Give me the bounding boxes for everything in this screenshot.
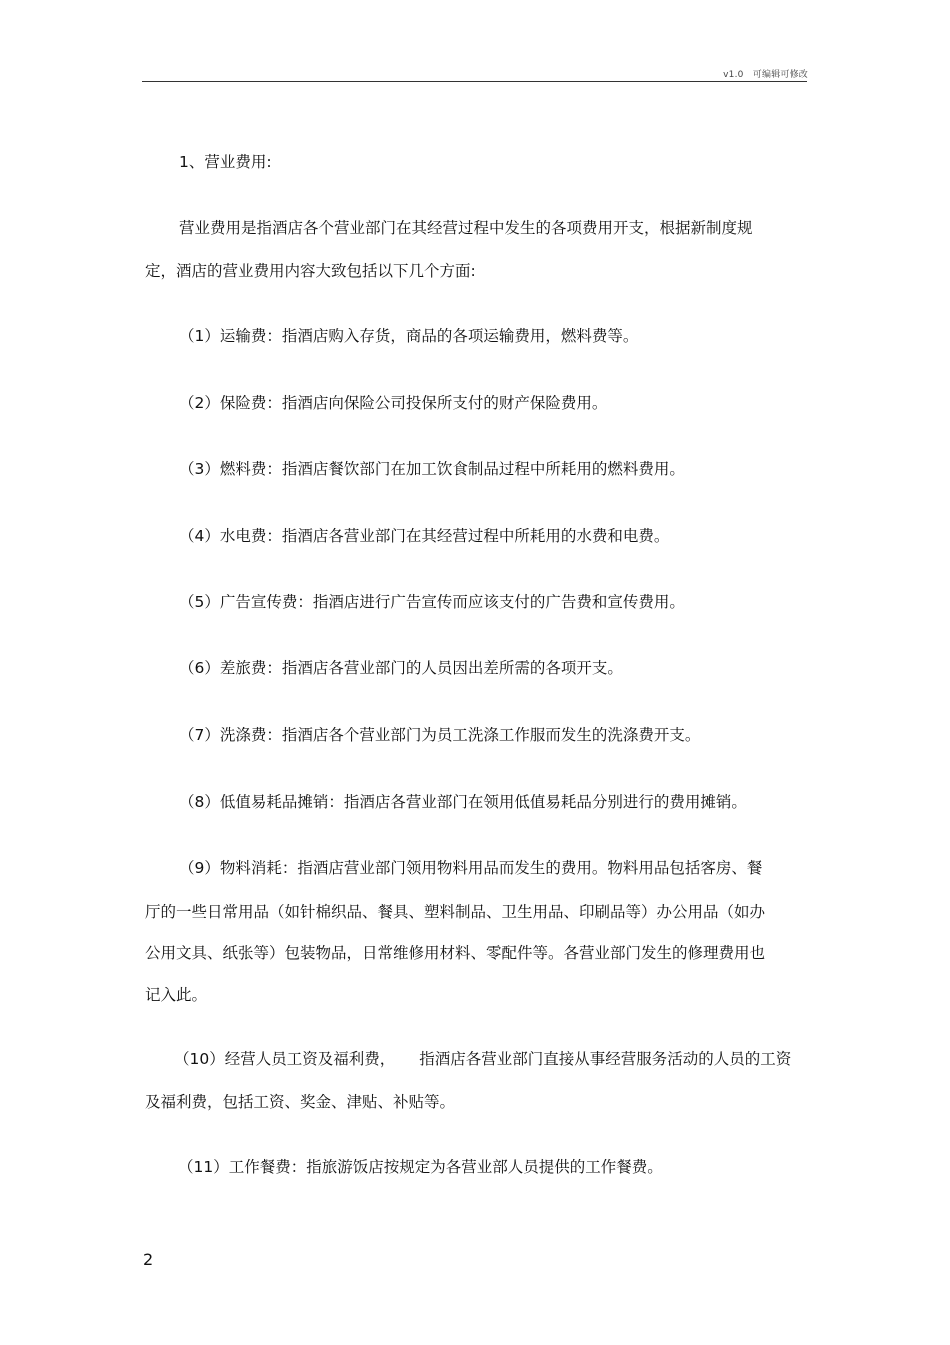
item-3: （3）燃料费：指酒店餐饮部门在加工饮食制品过程中所耗用的燃料费用。 (179, 460, 685, 478)
item-5: （5）广告宣传费：指酒店进行广告宣传而应该支付的广告费和宣传费用。 (179, 593, 685, 611)
item-6: （6）差旅费：指酒店各营业部门的人员因出差所需的各项开支。 (179, 659, 623, 677)
item-9-line-4: 记入此。 (145, 986, 208, 1004)
item-8: （8）低值易耗品摊销：指酒店各营业部门在领用低值易耗品分别进行的费用摊销。 (179, 793, 747, 811)
item-4: （4）水电费：指酒店各营业部门在其经营过程中所耗用的水费和电费。 (179, 527, 670, 545)
page-number: 2 (143, 1250, 154, 1269)
intro-line-2: 定，酒店的营业费用内容大致包括以下几个方面: (145, 262, 476, 280)
item-10-line-1 (174, 1049, 791, 1069)
section-heading: 1、营业费用: (179, 153, 272, 171)
item-2: （2）保险费：指酒店向保险公司投保所支付的财产保险费用。 (179, 394, 608, 412)
item-10-label: （10）经营人员工资及福利费， (174, 1050, 396, 1068)
header-divider (142, 81, 807, 82)
item-7: （7）洗涤费：指酒店各个营业部门为员工洗涤工作服而发生的洗涤费开支。 (179, 726, 701, 744)
item-10-text: 指酒店各营业部门直接从事经营服务活动的人员的工资 (419, 1050, 792, 1068)
item-9-line-2: 厅的一些日常用品（如针棉织品、餐具、塑料制品、卫生用品、印刷品等）办公用品（如办 (145, 903, 766, 921)
item-1: （1）运输费：指酒店购入存货，商品的各项运输费用，燃料费等。 (179, 327, 639, 345)
item-9-line-1: （9）物料消耗：指酒店营业部门领用物料用品而发生的费用。物料用品包括客房、餐 (179, 859, 763, 877)
intro-line-1: 营业费用是指酒店各个营业部门在其经营过程中发生的各项费用开支，根据新制度规 (179, 219, 753, 237)
item-11: （11）工作餐费：指旅游饭店按规定为各营业部人员提供的工作餐费。 (178, 1158, 663, 1176)
header-version-note: v1.0 可编辑可修改 (723, 70, 808, 80)
item-10-line-2: 及福利费，包括工资、奖金、津贴、补贴等。 (145, 1093, 456, 1111)
item-9-line-3: 公用文具、纸张等）包装物品，日常维修用材料、零配件等。各营业部门发生的修理费用也 (145, 944, 766, 962)
